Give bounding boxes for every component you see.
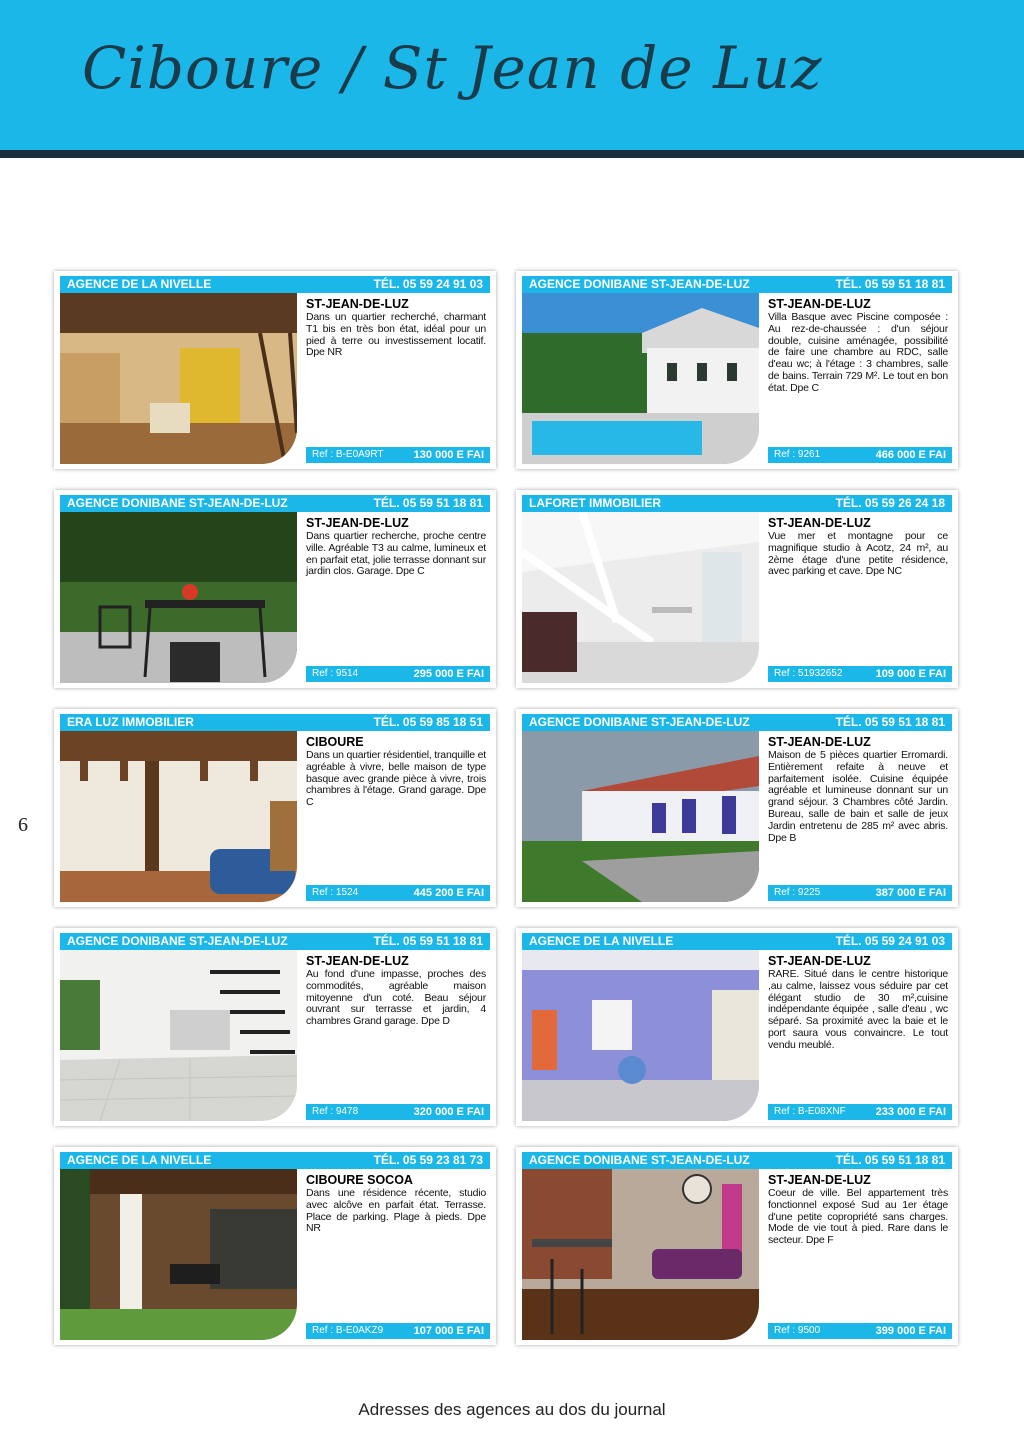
listing-price: 445 200 E FAI (413, 887, 484, 899)
listing-city: ST-JEAN-DE-LUZ (768, 1173, 871, 1187)
listing-description: Coeur de ville. Bel appartement très fonctionnel exposé Sud au 1er étage d'une petite copropriété sans charges. Mode de vie tout à pied. Rare dans le secteur. Dpe F (768, 1187, 948, 1247)
listing-ref: Ref : 9514 (312, 668, 359, 679)
listing-city: ST-JEAN-DE-LUZ (306, 954, 409, 968)
listing-photo[interactable] (522, 950, 759, 1121)
agency-name: AGENCE DE LA NIVELLE (529, 934, 674, 948)
listing-description: Dans un quartier recherché, charmant T1 bis en très bon état, idéal pour un pied à terre ou investissement locatif. Dpe NR (306, 311, 486, 359)
listing-card[interactable] (516, 928, 958, 1126)
listing-card[interactable] (516, 490, 958, 688)
listing-photo[interactable] (60, 293, 297, 464)
listing-ref: Ref : 9500 (774, 1325, 821, 1336)
listing-header (522, 495, 952, 512)
agency-phone[interactable]: TÉL. 05 59 51 18 81 (373, 496, 483, 510)
listing-card[interactable] (54, 271, 496, 469)
listing-header (60, 714, 490, 731)
listing-footer (768, 1104, 952, 1120)
listing-price: 320 000 E FAI (413, 1106, 484, 1118)
listing-footer (306, 447, 490, 463)
listing-ref: Ref : 9478 (312, 1106, 359, 1117)
listing-header (522, 1152, 952, 1169)
listing-header (60, 276, 490, 293)
agency-name: AGENCE DONIBANE ST-JEAN-DE-LUZ (529, 1153, 750, 1167)
agency-phone[interactable]: TÉL. 05 59 24 91 03 (835, 934, 945, 948)
agency-phone[interactable]: TÉL. 05 59 51 18 81 (835, 277, 945, 291)
listing-price: 107 000 E FAI (413, 1325, 484, 1337)
agency-phone[interactable]: TÉL. 05 59 85 18 51 (373, 715, 483, 729)
listing-photo[interactable] (522, 293, 759, 464)
listing-ref: Ref : B-E0A9RT (312, 449, 384, 460)
listing-header (522, 276, 952, 293)
listing-photo[interactable] (60, 950, 297, 1121)
listing-header (60, 933, 490, 950)
listing-card[interactable] (54, 1147, 496, 1345)
listing-ref: Ref : 1524 (312, 887, 359, 898)
agency-phone[interactable]: TÉL. 05 59 23 81 73 (373, 1153, 483, 1167)
listing-city: CIBOURE SOCOA (306, 1173, 413, 1187)
agency-name: AGENCE DONIBANE ST-JEAN-DE-LUZ (529, 277, 750, 291)
listing-city: ST-JEAN-DE-LUZ (306, 297, 409, 311)
listing-ref: Ref : 51932652 (774, 668, 843, 679)
agency-name: AGENCE DE LA NIVELLE (67, 1153, 212, 1167)
listing-header (60, 495, 490, 512)
listing-footer (306, 1104, 490, 1120)
listing-price: 109 000 E FAI (875, 668, 946, 680)
listing-price: 233 000 E FAI (875, 1106, 946, 1118)
listing-ref: Ref : 9225 (774, 887, 821, 898)
listing-ref: Ref : 9261 (774, 449, 821, 460)
agency-name: ERA LUZ IMMOBILIER (67, 715, 194, 729)
listing-photo[interactable] (60, 512, 297, 683)
listing-footer (306, 666, 490, 682)
listing-description: Dans une résidence récente, studio avec alcôve en parfait état. Terrasse. Place de parking. Plage à pieds. Dpe NR (306, 1187, 486, 1235)
listing-city: ST-JEAN-DE-LUZ (768, 954, 871, 968)
listing-description: Villa Basque avec Piscine composée : Au rez-de-chaussée : d'un séjour double, cuisine aménagée, possibilité de faire une chambre au RDC, salle d'eau wc; à l'étage : 3 chambres, salle de bains. Terrain 729 M². Le tout en bon état. Dpe C (768, 311, 948, 394)
listing-city: CIBOURE (306, 735, 364, 749)
agency-name: AGENCE DONIBANE ST-JEAN-DE-LUZ (67, 496, 288, 510)
listing-card[interactable] (516, 1147, 958, 1345)
listing-description: Dans quartier recherche, proche centre ville. Agréable T3 au calme, lumineux et en parfait etat, jolie terrasse donnant sur jardin clos. Garage. Dpe C (306, 530, 486, 578)
listing-footer (306, 1323, 490, 1339)
listing-price: 399 000 E FAI (875, 1325, 946, 1337)
header-rule (0, 150, 1024, 158)
listing-card[interactable] (516, 271, 958, 469)
listing-photo[interactable] (522, 512, 759, 683)
listing-ref: Ref : B-E08XNF (774, 1106, 846, 1117)
listing-footer (768, 447, 952, 463)
listing-city: ST-JEAN-DE-LUZ (768, 735, 871, 749)
page-title: Ciboure / St Jean de Luz (82, 34, 823, 102)
listing-price: 387 000 E FAI (875, 887, 946, 899)
listing-description: Dans un quartier résidentiel, tranquille et agréable à vivre, belle maison de type basque avec grande pièce à vivre, trois chambres à l'étage. Grand garage. Dpe C (306, 749, 486, 809)
listing-card[interactable] (54, 709, 496, 907)
listing-price: 466 000 E FAI (875, 449, 946, 461)
agency-name: LAFORET IMMOBILIER (529, 496, 661, 510)
listing-footer (306, 885, 490, 901)
listing-card[interactable] (516, 709, 958, 907)
listing-description: Vue mer et montagne pour ce magnifique studio à Acotz, 24 m², au 2ème étage d'une petite résidence, avec parking et cave. Dpe NC (768, 530, 948, 578)
listing-description: RARE. Situé dans le centre historique ,au calme, laissez vous séduire par cet élégant studio de 30 m²,cuisine indépendante équipée , salle d'eau , wc séparé. Sa proximité avec la baie et le port saura vous convaincre. Le tout vendu meublé. (768, 968, 948, 1051)
listing-city: ST-JEAN-DE-LUZ (768, 297, 871, 311)
listing-header (522, 714, 952, 731)
listing-card[interactable] (54, 490, 496, 688)
listing-photo[interactable] (522, 731, 759, 902)
listing-ref: Ref : B-E0AKZ9 (312, 1325, 384, 1336)
agency-phone[interactable]: TÉL. 05 59 26 24 18 (835, 496, 945, 510)
listing-description: Au fond d'une impasse, proches des commodités, agréable maison mitoyenne d'un coté. Beau séjour ouvrant sur terrasse et jardin, 4 chambres Grand garage. Dpe D (306, 968, 486, 1028)
agency-name: AGENCE DONIBANE ST-JEAN-DE-LUZ (529, 715, 750, 729)
listing-header (60, 1152, 490, 1169)
listing-header (522, 933, 952, 950)
agency-phone[interactable]: TÉL. 05 59 24 91 03 (373, 277, 483, 291)
agency-phone[interactable]: TÉL. 05 59 51 18 81 (835, 715, 945, 729)
listing-photo[interactable] (60, 731, 297, 902)
agency-name: AGENCE DONIBANE ST-JEAN-DE-LUZ (67, 934, 288, 948)
listing-footer (768, 1323, 952, 1339)
listing-footer (768, 885, 952, 901)
listing-photo[interactable] (522, 1169, 759, 1340)
listing-footer (768, 666, 952, 682)
listing-card[interactable] (54, 928, 496, 1126)
page-number: 6 (18, 814, 28, 836)
agency-phone[interactable]: TÉL. 05 59 51 18 81 (373, 934, 483, 948)
listing-description: Maison de 5 pièces quartier Erromardi. Entièrement refaite à neuve et parfaitement isolée. Cuisine équipée agréable et lumineuse donnant sur un grand séjour. 3 Chambres côté Jardin. Bureau, salle de bain et salle de jeux Jardin entretenu de 285 m² avec abris. Dpe B (768, 749, 948, 844)
agency-name: AGENCE DE LA NIVELLE (67, 277, 212, 291)
footer-note: Adresses des agences au dos du journal (358, 1400, 666, 1419)
listing-city: ST-JEAN-DE-LUZ (306, 516, 409, 530)
listing-city: ST-JEAN-DE-LUZ (768, 516, 871, 530)
listing-photo[interactable] (60, 1169, 297, 1340)
agency-phone[interactable]: TÉL. 05 59 51 18 81 (835, 1153, 945, 1167)
listing-price: 295 000 E FAI (413, 668, 484, 680)
listing-price: 130 000 E FAI (413, 449, 484, 461)
